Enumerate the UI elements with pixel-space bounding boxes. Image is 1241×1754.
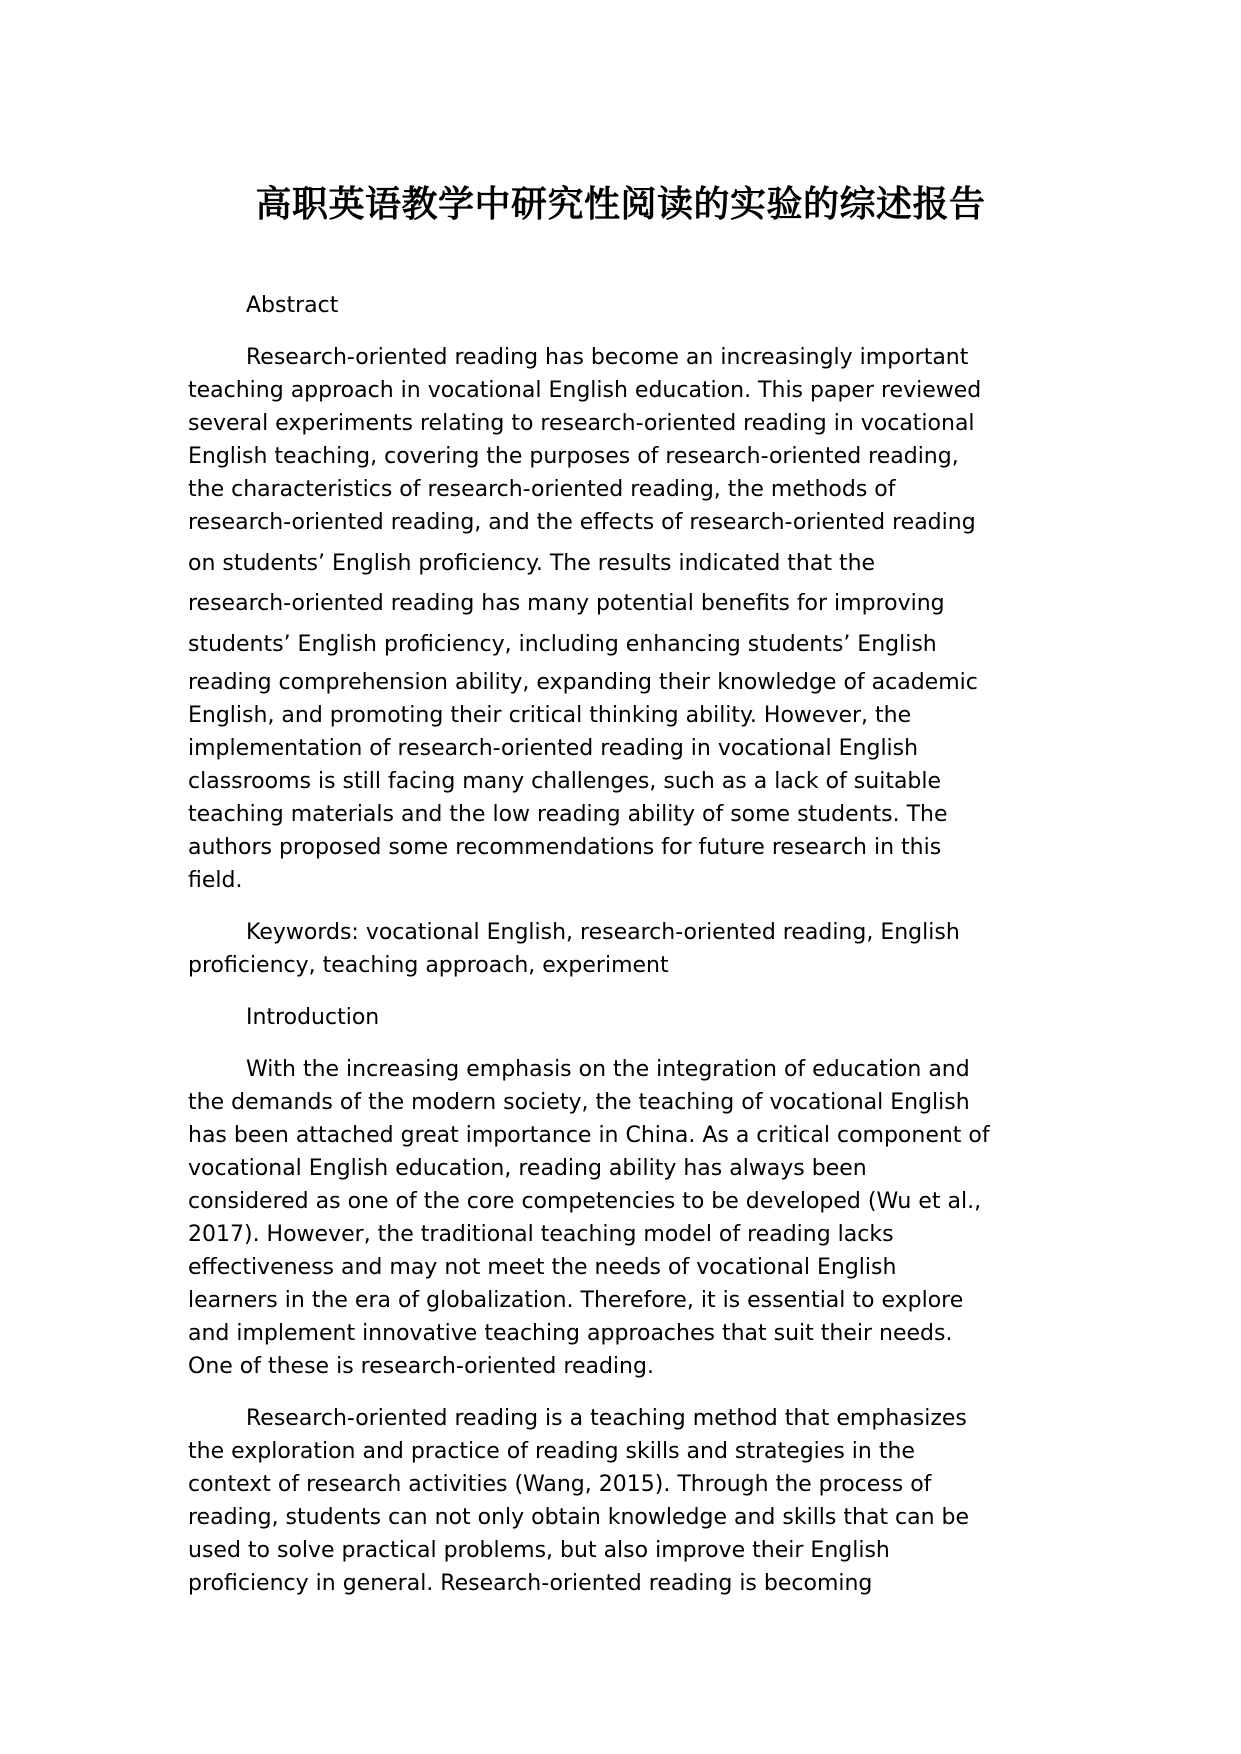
body-line: vocational English education, reading ability has always been	[188, 1156, 867, 1181]
body-line: and implement innovative teaching approaches that suit their needs.	[188, 1321, 953, 1346]
abstract-line: teaching materials and the low reading ability of some students. The	[188, 802, 948, 827]
abstract-line: authors proposed some recommendations for future research in this	[188, 835, 942, 860]
body-line: used to solve practical problems, but also improve their English	[188, 1538, 890, 1563]
introduction-paragraph-2	[188, 1402, 1058, 1600]
abstract-line: English teaching, covering the purposes of research-oriented reading,	[188, 444, 959, 469]
body-line: has been attached great importance in China. As a critical component of	[188, 1123, 990, 1148]
body-line: context of research activities (Wang, 2015). Through the process of	[188, 1472, 932, 1497]
abstract-line: research-oriented reading has many potential benefits for improving	[188, 591, 945, 616]
keywords-paragraph	[188, 916, 1058, 982]
body-line: the exploration and practice of reading skills and strategies in the	[188, 1439, 915, 1464]
abstract-line: implementation of research-oriented reading in vocational English	[188, 736, 919, 761]
keywords-line: Keywords: vocational English, research-oriented reading, English	[246, 920, 960, 945]
abstract-line: field.	[188, 868, 243, 893]
introduction-heading: Introduction	[246, 1005, 380, 1030]
abstract-line: teaching approach in vocational English education. This paper reviewed	[188, 378, 982, 403]
abstract-line: research-oriented reading, and the effects of research-oriented reading	[188, 510, 976, 535]
abstract-line: reading comprehension ability, expanding their knowledge of academic	[188, 670, 978, 695]
abstract-line: the characteristics of research-oriented reading, the methods of	[188, 477, 896, 502]
body-line: proficiency in general. Research-oriented reading is becoming	[188, 1571, 873, 1596]
abstract-line: Research-oriented reading has become an increasingly important	[246, 345, 969, 370]
body-line: 2017). However, the traditional teaching model of reading lacks	[188, 1222, 894, 1247]
body-line: One of these is research-oriented reading.	[188, 1354, 654, 1379]
body-line: considered as one of the core competencies to be developed (Wu et al.,	[188, 1189, 982, 1214]
abstract-line: classrooms is still facing many challenges, such as a lack of suitable	[188, 769, 942, 794]
abstract-line: on students’ English proficiency. The results indicated that the	[188, 551, 876, 576]
abstract-line: students’ English proficiency, including enhancing students’ English	[188, 632, 937, 657]
abstract-heading: Abstract	[246, 293, 339, 318]
body-line: learners in the era of globalization. Therefore, it is essential to explore	[188, 1288, 964, 1313]
body-line: effectiveness and may not meet the needs of vocational English	[188, 1255, 897, 1280]
introduction-paragraph-1	[188, 1053, 1058, 1383]
abstract-paragraph	[188, 341, 1058, 897]
keywords-line: proficiency, teaching approach, experiment	[188, 953, 669, 978]
abstract-line: several experiments relating to research-oriented reading in vocational	[188, 411, 975, 436]
document-title: 高职英语教学中研究性阅读的实验的综述报告	[255, 184, 986, 225]
body-line: the demands of the modern society, the teaching of vocational English	[188, 1090, 970, 1115]
document-body	[188, 289, 1058, 1600]
body-line: With the increasing emphasis on the integration of education and	[246, 1057, 970, 1082]
body-line: Research-oriented reading is a teaching method that emphasizes	[246, 1406, 967, 1431]
body-line: reading, students can not only obtain knowledge and skills that can be	[188, 1505, 970, 1530]
abstract-line: English, and promoting their critical thinking ability. However, the	[188, 703, 912, 728]
